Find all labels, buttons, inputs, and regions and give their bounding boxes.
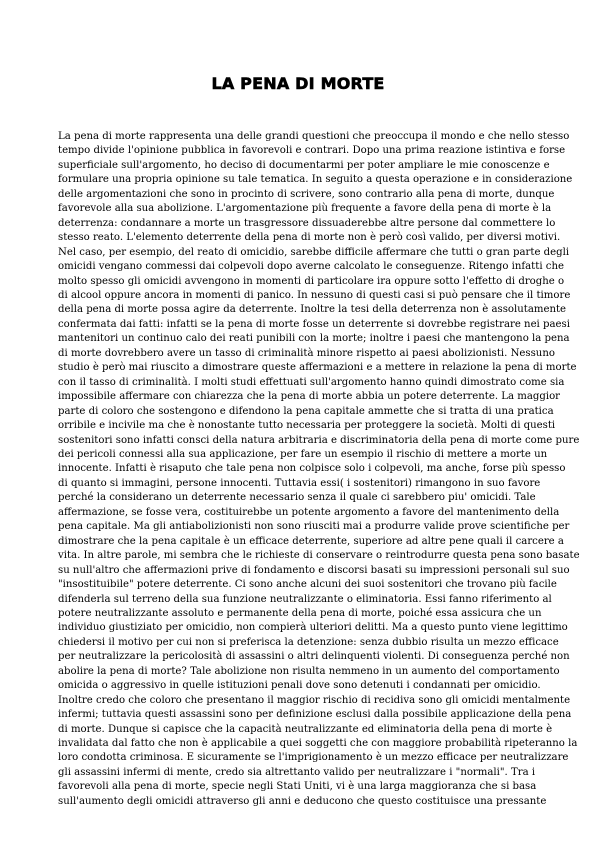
- text-line: La pena di morte rappresenta una delle grandi questioni che preoccupa il mondo e che nello stesso: [58, 131, 570, 142]
- text-line: Inoltre credo che coloro che presentano il maggior rischio di recidiva sono gli omicidi mentalmente: [58, 694, 571, 706]
- text-line: di morte. Dunque si capisce che la capacità neutralizzante ed eliminatoria della pena di morte è: [58, 723, 553, 735]
- text-line: affermazione, se fosse vera, costituirebbe un potente argomento a favore del mantenimento della: [58, 506, 560, 518]
- text-line: potere neutralizzante assoluto e permanente della pena di morte, poiché essa assicura che un: [58, 607, 542, 619]
- text-line: con il tasso di criminalità. I molti studi effettuati sull'argomento hanno quindi dimostrato come sia: [58, 376, 565, 388]
- text-line: omicidi vengano commessi dai colpevoli dopo averne calcolato le conseguenze. Ritengo infatti che: [58, 261, 564, 273]
- text-line: orribile e incivile ma che è nonostante tutto necessaria per proteggere la società. Molti di questi: [58, 420, 556, 432]
- text-line: "insostituibile" potere deterrente. Ci sono anche alcuni dei suoi sostenitori che trovano più facile: [58, 579, 557, 591]
- text-line: gli assassini infermi di mente, credo sia altrettanto valido per neutralizzare i "normali". Tra i: [58, 766, 536, 778]
- text-line: superficiale sull'argomento, ho deciso di documentarmi per poter ampliare le mie conoscenze e: [58, 159, 550, 171]
- text-line: stesso reato. L'elemento deterrente della pena di morte non è però così valido, per diversi motivi.: [58, 232, 561, 244]
- text-line: formulare una propria opinione su tale tematica. In seguito a questa operazione e in considerazione: [58, 174, 573, 186]
- text-line: pena capitale. Ma gli antiabolizionisti non sono riusciti mai a produrre valide prove scientifiche per: [58, 521, 570, 533]
- text-line: per neutralizzare la pericolosità di assassini o altri delinquenti violenti. Di conseguenza perché non: [58, 651, 570, 663]
- text-line: della pena di morte possa agire da deterrente. Inoltre la tesi della deterrenza non è assolutamente: [58, 304, 567, 316]
- text-line: innocente. Infatti è risaputo che tale pena non colpisce solo i colpevoli, ma anche, forse più spesso: [58, 463, 566, 475]
- text-line: tempo divide l'opinione pubblica in favorevoli e contrari. Dopo una prima reazione istintiva e forse: [58, 145, 566, 157]
- text-line: dei pericoli connessi alla sua applicazione, per fare un esempio il rischio di mettere a morte un: [58, 448, 548, 460]
- text-line: chiedersi il motivo per cui non si preferisca la detenzione: senza dubbio risulta un mezzo efficace: [58, 636, 559, 648]
- text-line: su null'altro che affermazioni prive di fondamento e discorsi basati su impressioni personali sul suo: [58, 564, 570, 576]
- text-line: favorevole alla sua abolizione. L'argomentazione più frequente a favore della pena di morte è la: [58, 203, 552, 215]
- text-line: di quanto si immagini, persone innocenti. Tuttavia essi( i sostenitori) rimangono in suo favore: [58, 477, 541, 489]
- text-line: sull'aumento degli omicidi attraverso gli anni e deducono che questo costituisce una pressante: [58, 795, 547, 807]
- text-line: invalidata dal fatto che non è applicabile a quei soggetti che con maggiore probabilità ripeteranno la: [58, 738, 578, 750]
- text-line: Nel caso, per esempio, del reato di omicidio, sarebbe difficile affermare che tutti o gran parte degli: [58, 246, 570, 258]
- text-line: studio è però mai riuscito a dimostrare queste affermazioni e a mettere in relazione la pena di morte: [58, 362, 577, 374]
- body-paragraph: [58, 130, 580, 809]
- text-line: di morte dovrebbero avere un tasso di criminalità minore rispetto ai paesi abolizionisti. Nessuno: [58, 347, 555, 359]
- text-line: loro condotta criminosa. E sicuramente se l'imprigionamento è un mezzo efficace per neutralizzare: [58, 752, 569, 764]
- text-line: sostenitori sono infatti consci della natura arbitraria e discriminatoria della pena di morte come pure: [58, 434, 580, 446]
- text-line: confermata dai fatti: infatti se la pena di morte fosse un deterrente si dovrebbe registrare nei paesi: [58, 318, 570, 330]
- text-line: difenderla sul terreno della sua funzione neutralizzante o eliminatoria. Essi fanno riferimento al: [58, 593, 552, 605]
- text-line: impossibile affermare con chiarezza che la pena di morte abbia un potere deterrente. La maggior: [58, 391, 561, 403]
- text-line: perché la considerano un deterrente necessario senza il quale ci sarebbero piu' omicidi. Tale: [58, 492, 536, 504]
- text-line: molto spesso gli omicidi avvengono in momenti di particolare ira oppure sotto l'effetto di droghe o: [58, 275, 565, 287]
- text-line: mantenitori un continuo calo dei reati punibili con la morte; inoltre i paesi che mantengono la pena: [58, 333, 570, 345]
- page-title: LA PENA DI MORTE: [211, 74, 385, 93]
- text-line: di alcool oppure ancora in momenti di panico. In nessuno di questi casi si può pensare che il timore: [58, 289, 571, 301]
- text-line: vita. In altre parole, mi sembra che le richieste di conservare o reintrodurre questa pena sono basate: [58, 550, 580, 562]
- text-line: favorevoli alla pena di morte, specie negli Stati Uniti, vi è una larga maggioranza che si basa: [58, 781, 537, 793]
- text-line: infermi; tuttavia questi assassini sono per definizione esclusi dalla possibile applicazione della pena: [58, 709, 572, 721]
- text-line: parte di coloro che sostengono e difendono la pena capitale ammette che si tratta di una pratica: [58, 405, 554, 417]
- text-line: dimostrare che la pena capitale è un efficace deterrente, superiore ad altre pene quali il carcere a: [58, 535, 564, 547]
- text-line: delle argomentazioni che sono in procinto di scrivere, sono contrario alla pena di morte, dunque: [58, 188, 555, 200]
- text-line: individuo giustiziato per omicidio, non compierà ulteriori delitti. Ma a questo punto viene legittimo: [58, 622, 568, 634]
- text-line: abolire la pena di morte? Tale abolizione non risulta nemmeno in un aumento del comportamento: [58, 665, 560, 677]
- text-line: omicida o aggressivo in quelle istituzioni penali dove sono detenuti i condannati per omicidio.: [58, 680, 541, 692]
- text-line: deterrenza: condannare a morte un trasgressore dissuaderebbe altre persone dal commettere lo: [58, 217, 556, 229]
